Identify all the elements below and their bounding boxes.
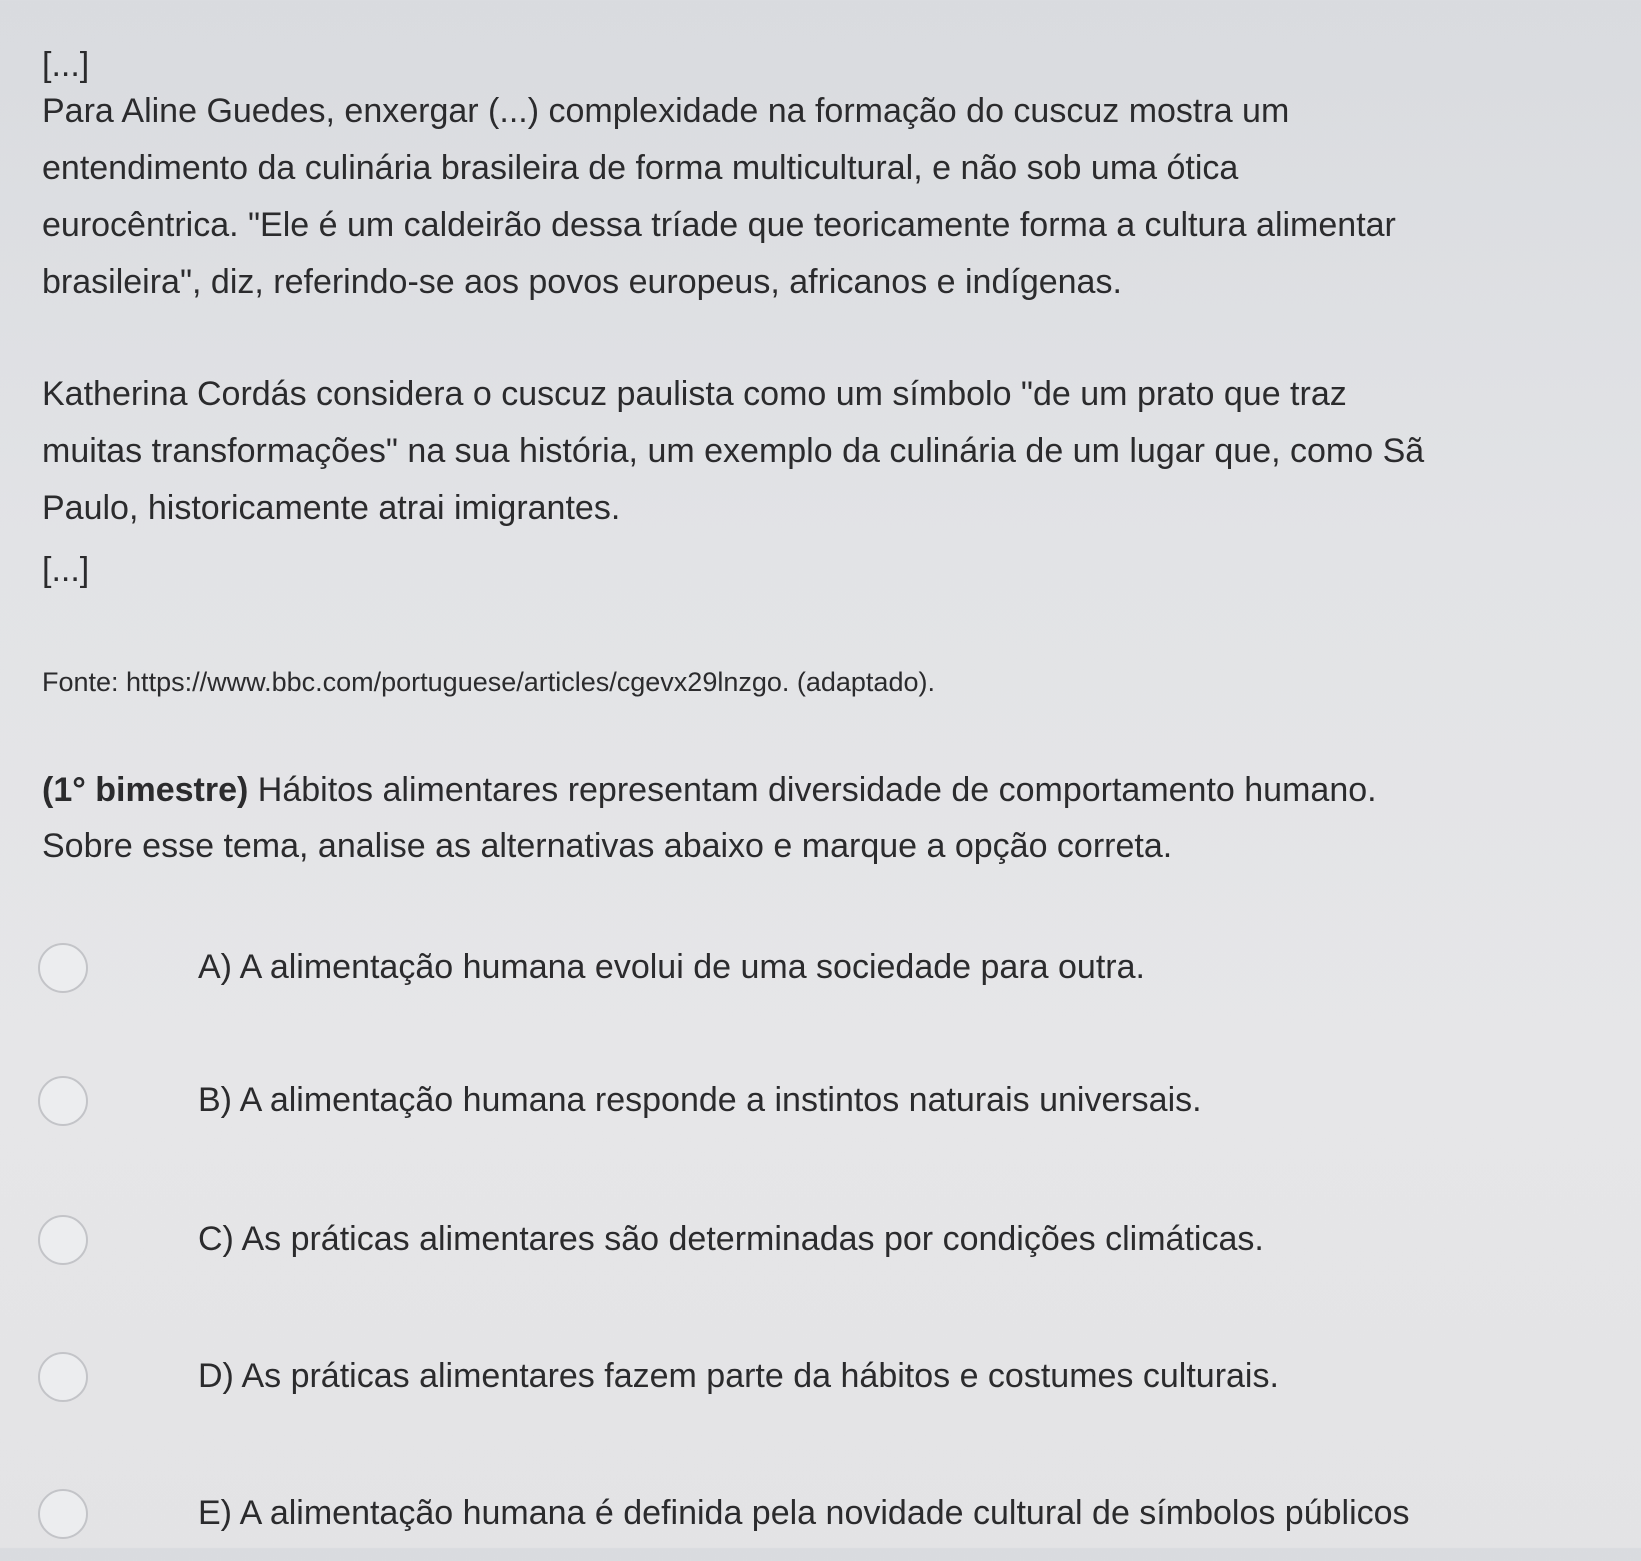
passage-line: Paulo, historicamente atrai imigrantes. <box>42 489 621 527</box>
passage-line: muitas transformações" na sua história, um exemplo da culinária de um lugar que, como Sã <box>42 432 1425 470</box>
answer-option-a[interactable] <box>30 925 1630 1015</box>
answer-option-d[interactable] <box>30 1334 1630 1424</box>
radio-button-c[interactable] <box>38 1215 88 1265</box>
passage-line: entendimento da culinária brasileira de forma multicultural, e não sob uma ótica <box>42 149 1239 187</box>
radio-button-a[interactable] <box>38 943 88 993</box>
question-prompt <box>42 762 1377 874</box>
answer-option-label[interactable]: C) As práticas alimentares são determinadas por condições climáticas. <box>198 1220 1264 1258</box>
answer-option-label[interactable]: B) A alimentação humana responde a instintos naturais universais. <box>198 1081 1202 1119</box>
answer-option-c[interactable] <box>30 1197 1630 1287</box>
ellipsis-marker-top: [...] <box>42 46 90 84</box>
passage-line: brasileira", diz, referindo-se aos povos europeus, africanos e indígenas. <box>42 263 1122 301</box>
source-citation: Fonte: https://www.bbc.com/portuguese/articles/cgevx29lnzgo. (adaptado). <box>42 667 935 697</box>
question-line-1 <box>42 762 1377 818</box>
passage-line: eurocêntrica. "Ele é um caldeirão dessa tríade que teoricamente forma a cultura alimentar <box>42 206 1396 244</box>
passage-line: Para Aline Guedes, enxergar (...) complexidade na formação do cuscuz mostra um <box>42 92 1290 130</box>
radio-button-e[interactable] <box>38 1489 88 1539</box>
answer-option-b[interactable] <box>30 1058 1630 1148</box>
question-line-2: Sobre esse tema, analise as alternativas abaixo e marque a opção correta. <box>42 827 1173 865</box>
answer-option-label[interactable]: A) A alimentação humana evolui de uma sociedade para outra. <box>198 948 1145 986</box>
ellipsis-marker-bottom: [...] <box>42 551 90 589</box>
radio-button-b[interactable] <box>38 1076 88 1126</box>
question-text: Hábitos alimentares representam diversidade de comportamento humano. <box>248 771 1377 809</box>
question-tag: (1° bimestre) <box>42 771 249 809</box>
answer-option-label[interactable]: D) As práticas alimentares fazem parte da hábitos e costumes culturais. <box>198 1357 1279 1395</box>
passage-paragraph-katherina-cordas <box>42 366 1424 537</box>
answer-option-label[interactable]: E) A alimentação humana é definida pela novidade cultural de símbolos públicos <box>198 1494 1410 1532</box>
radio-button-d[interactable] <box>38 1352 88 1402</box>
passage-line: Katherina Cordás considera o cuscuz paulista como um símbolo "de um prato que traz <box>42 375 1347 413</box>
passage-paragraph-aline-guedes <box>42 83 1396 311</box>
